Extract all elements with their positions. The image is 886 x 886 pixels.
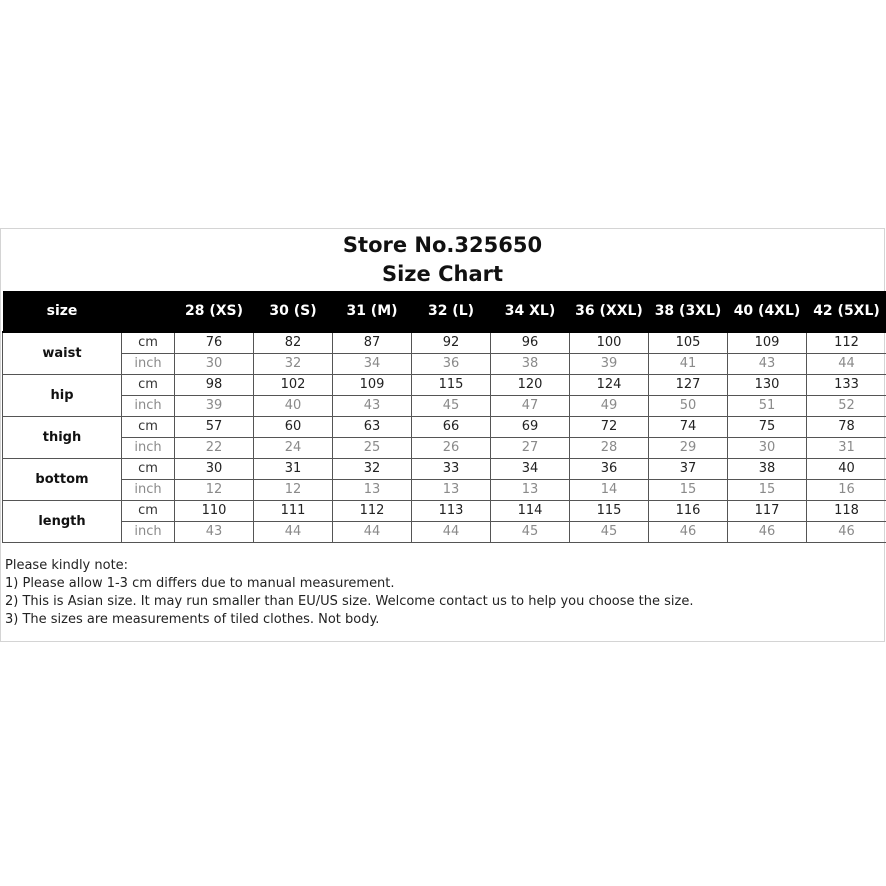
- cm-value: 112: [807, 332, 886, 354]
- measurement-label: bottom: [3, 459, 122, 501]
- notes: [5, 557, 693, 629]
- cm-value: 116: [649, 501, 728, 522]
- size-column-header: 30 (S): [254, 291, 333, 332]
- size-column-header: 32 (L): [412, 291, 491, 332]
- inch-value: 36: [412, 354, 491, 375]
- note-heading: Please kindly note:: [5, 558, 129, 573]
- inch-value: 13: [412, 480, 491, 501]
- table-row-length-inch: [3, 522, 886, 543]
- inch-value: 44: [807, 354, 886, 375]
- cm-value: 66: [412, 417, 491, 438]
- cm-value: 75: [728, 417, 807, 438]
- unit-cm: cm: [122, 459, 175, 480]
- cm-value: 69: [491, 417, 570, 438]
- table-row-thigh-cm: [3, 417, 886, 438]
- inch-value: 47: [491, 396, 570, 417]
- inch-value: 43: [333, 396, 412, 417]
- inch-value: 40: [254, 396, 333, 417]
- size-column-header: 34 XL): [491, 291, 570, 332]
- table-row-hip-inch: [3, 396, 886, 417]
- inch-value: 49: [570, 396, 649, 417]
- note-item: 2) This is Asian size. It may run smaller than EU/US size. Welcome contact us to help you choose the size.: [5, 594, 694, 609]
- cm-value: 130: [728, 375, 807, 396]
- cm-value: 63: [333, 417, 412, 438]
- cm-value: 34: [491, 459, 570, 480]
- table-row-waist-cm: [3, 332, 886, 354]
- cm-value: 31: [254, 459, 333, 480]
- table-body: [3, 332, 886, 543]
- unit-inch: inch: [122, 354, 175, 375]
- table-row-thigh-inch: [3, 438, 886, 459]
- size-chart-sheet: [0, 228, 885, 642]
- inch-value: 45: [491, 522, 570, 543]
- inch-value: 43: [175, 522, 254, 543]
- inch-value: 41: [649, 354, 728, 375]
- inch-value: 28: [570, 438, 649, 459]
- table-row-waist-inch: [3, 354, 886, 375]
- cm-value: 117: [728, 501, 807, 522]
- inch-value: 39: [175, 396, 254, 417]
- cm-value: 76: [175, 332, 254, 354]
- unit-inch: inch: [122, 396, 175, 417]
- cm-value: 72: [570, 417, 649, 438]
- inch-value: 45: [412, 396, 491, 417]
- cm-value: 127: [649, 375, 728, 396]
- size-header-label: size: [3, 291, 122, 332]
- size-column-header: 36 (XXL): [570, 291, 649, 332]
- table-row-bottom-inch: [3, 480, 886, 501]
- unit-inch: inch: [122, 480, 175, 501]
- inch-value: 52: [807, 396, 886, 417]
- cm-value: 36: [570, 459, 649, 480]
- cm-value: 110: [175, 501, 254, 522]
- table-row-hip-cm: [3, 375, 886, 396]
- cm-value: 102: [254, 375, 333, 396]
- size-table: [2, 291, 886, 543]
- size-column-header: 38 (3XL): [649, 291, 728, 332]
- cm-value: 113: [412, 501, 491, 522]
- cm-value: 114: [491, 501, 570, 522]
- cm-value: 92: [412, 332, 491, 354]
- table-row-length-cm: [3, 501, 886, 522]
- inch-value: 15: [649, 480, 728, 501]
- cm-value: 111: [254, 501, 333, 522]
- cm-value: 38: [728, 459, 807, 480]
- cm-value: 118: [807, 501, 886, 522]
- inch-value: 32: [254, 354, 333, 375]
- cm-value: 82: [254, 332, 333, 354]
- cm-value: 57: [175, 417, 254, 438]
- inch-value: 44: [333, 522, 412, 543]
- size-column-header: 28 (XS): [175, 291, 254, 332]
- cm-value: 115: [412, 375, 491, 396]
- inch-value: 16: [807, 480, 886, 501]
- size-column-header: 42 (5XL): [807, 291, 886, 332]
- cm-value: 32: [333, 459, 412, 480]
- unit-cm: cm: [122, 501, 175, 522]
- cm-value: 78: [807, 417, 886, 438]
- cm-value: 100: [570, 332, 649, 354]
- inch-value: 13: [491, 480, 570, 501]
- cm-value: 60: [254, 417, 333, 438]
- inch-value: 45: [570, 522, 649, 543]
- size-column-header: 40 (4XL): [728, 291, 807, 332]
- inch-value: 46: [728, 522, 807, 543]
- inch-value: 43: [728, 354, 807, 375]
- cm-value: 109: [333, 375, 412, 396]
- unit-inch: inch: [122, 522, 175, 543]
- unit-header: [122, 291, 175, 332]
- inch-value: 30: [175, 354, 254, 375]
- measurement-label: hip: [3, 375, 122, 417]
- header-row: [3, 291, 886, 332]
- cm-value: 115: [570, 501, 649, 522]
- inch-value: 44: [412, 522, 491, 543]
- inch-value: 13: [333, 480, 412, 501]
- inch-value: 29: [649, 438, 728, 459]
- inch-value: 34: [333, 354, 412, 375]
- note-item: 1) Please allow 1-3 cm differs due to manual measurement.: [5, 576, 395, 591]
- size-column-header: 31 (M): [333, 291, 412, 332]
- unit-cm: cm: [122, 417, 175, 438]
- note-item: 3) The sizes are measurements of tiled clothes. Not body.: [5, 612, 380, 627]
- inch-value: 51: [728, 396, 807, 417]
- inch-value: 12: [175, 480, 254, 501]
- cm-value: 120: [491, 375, 570, 396]
- measurement-label: waist: [3, 332, 122, 375]
- cm-value: 33: [412, 459, 491, 480]
- inch-value: 46: [807, 522, 886, 543]
- measurement-label: length: [3, 501, 122, 543]
- inch-value: 14: [570, 480, 649, 501]
- inch-value: 31: [807, 438, 886, 459]
- inch-value: 30: [728, 438, 807, 459]
- cm-value: 133: [807, 375, 886, 396]
- cm-value: 40: [807, 459, 886, 480]
- cm-value: 112: [333, 501, 412, 522]
- inch-value: 46: [649, 522, 728, 543]
- cm-value: 124: [570, 375, 649, 396]
- title-block: [1, 229, 884, 291]
- unit-inch: inch: [122, 438, 175, 459]
- inch-value: 39: [570, 354, 649, 375]
- inch-value: 26: [412, 438, 491, 459]
- inch-value: 12: [254, 480, 333, 501]
- cm-value: 37: [649, 459, 728, 480]
- unit-cm: cm: [122, 332, 175, 354]
- inch-value: 24: [254, 438, 333, 459]
- inch-value: 50: [649, 396, 728, 417]
- inch-value: 38: [491, 354, 570, 375]
- measurement-label: thigh: [3, 417, 122, 459]
- inch-value: 22: [175, 438, 254, 459]
- cm-value: 96: [491, 332, 570, 354]
- chart-title: Size Chart: [381, 262, 504, 286]
- cm-value: 98: [175, 375, 254, 396]
- cm-value: 105: [649, 332, 728, 354]
- table-row-bottom-cm: [3, 459, 886, 480]
- inch-value: 27: [491, 438, 570, 459]
- cm-value: 87: [333, 332, 412, 354]
- unit-cm: cm: [122, 375, 175, 396]
- inch-value: 15: [728, 480, 807, 501]
- cm-value: 74: [649, 417, 728, 438]
- cm-value: 30: [175, 459, 254, 480]
- store-title: Store No.325650: [342, 233, 543, 257]
- inch-value: 44: [254, 522, 333, 543]
- inch-value: 25: [333, 438, 412, 459]
- cm-value: 109: [728, 332, 807, 354]
